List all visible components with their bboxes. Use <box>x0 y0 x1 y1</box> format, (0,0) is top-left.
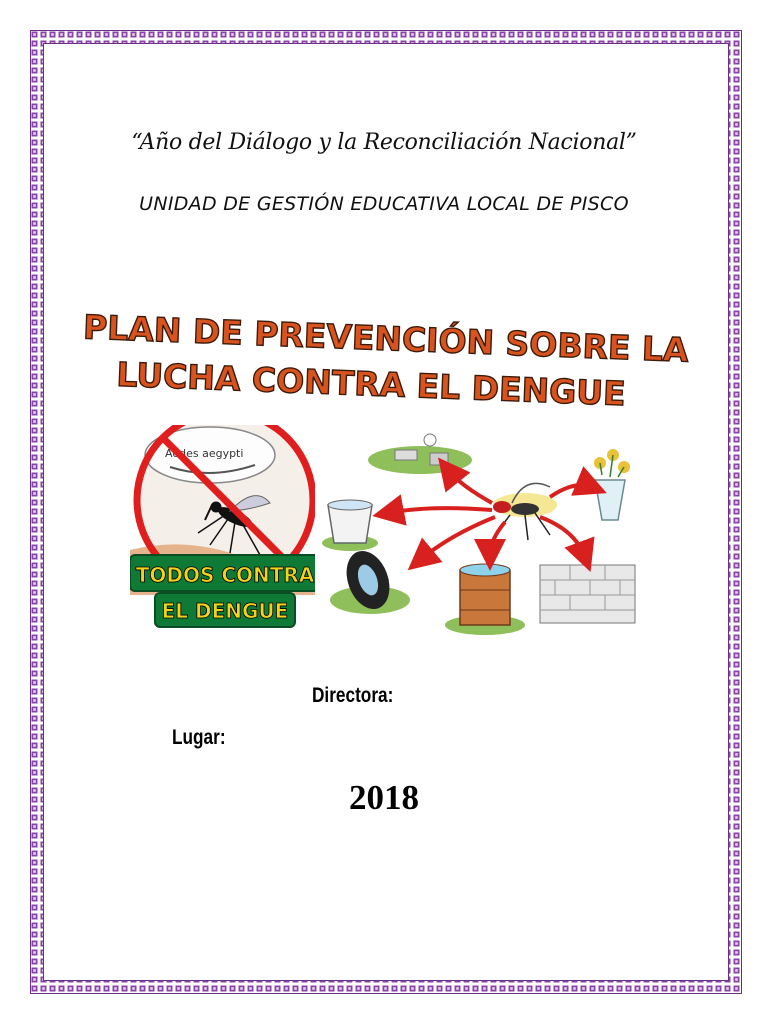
todos-contra-el-dengue-badge <box>130 555 320 627</box>
national-motto: “Año del Diálogo y la Reconciliación Nacional” <box>131 130 637 155</box>
document-title <box>70 300 700 420</box>
directora-label: Directora: <box>312 684 394 707</box>
lugar-label: Lugar: <box>172 726 226 749</box>
breeding-sites-scene <box>315 430 640 645</box>
dengue-illustration <box>130 425 640 650</box>
badge-line1: TODOS CONTRA <box>135 563 315 587</box>
mosquito-species-label: Aedes aegypti <box>165 447 244 460</box>
document-year: 2018 <box>349 778 419 817</box>
institution-name: UNIDAD DE GESTIÓN EDUCATIVA LOCAL DE PISCO <box>139 193 629 215</box>
badge-line2: EL DENGUE <box>161 599 289 623</box>
document-title-line2: LUCHA CONTRA EL DENGUE <box>115 354 627 414</box>
document-title-line1: PLAN DE PREVENCIÓN SOBRE LA <box>82 307 690 370</box>
